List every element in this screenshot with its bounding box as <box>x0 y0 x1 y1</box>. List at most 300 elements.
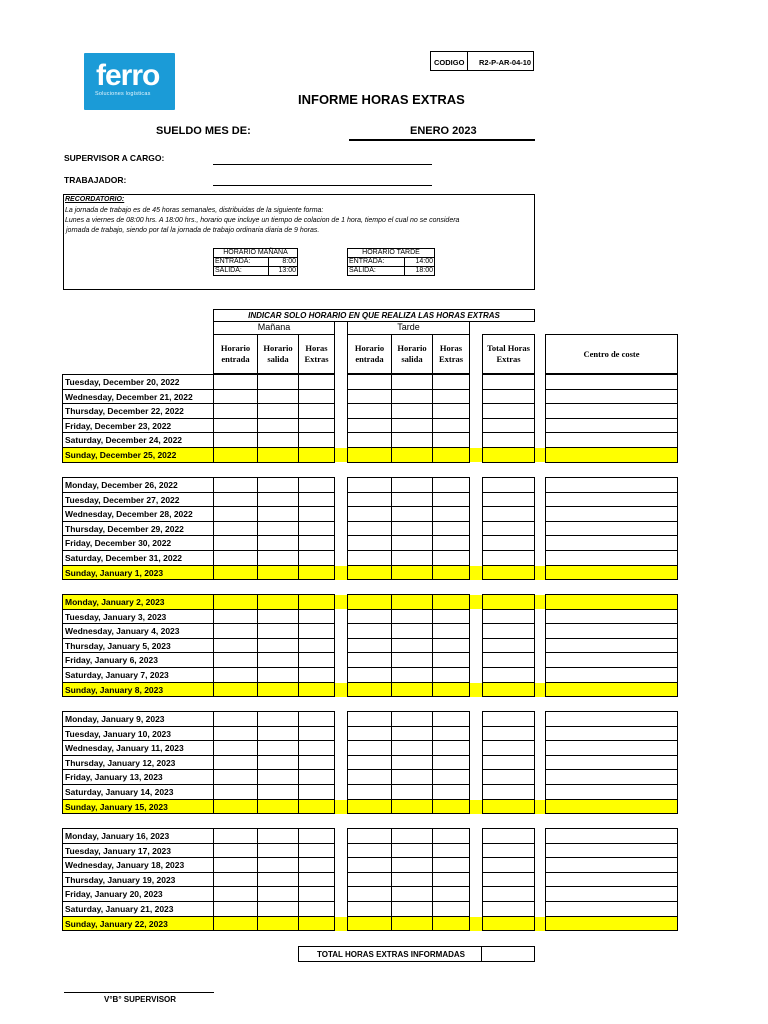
entry-cell[interactable] <box>347 535 392 550</box>
entry-cell[interactable] <box>482 711 535 726</box>
entry-cell[interactable] <box>545 886 678 901</box>
entry-cell[interactable] <box>347 418 392 433</box>
entry-cell[interactable] <box>347 784 392 799</box>
entry-cell[interactable] <box>545 550 678 565</box>
entry-cell[interactable] <box>347 872 392 887</box>
entry-cell[interactable] <box>298 477 335 492</box>
entry-cell[interactable] <box>298 901 335 916</box>
entry-cell[interactable] <box>482 418 535 433</box>
entry-cell[interactable] <box>298 447 335 462</box>
day-label: Wednesday, January 4, 2023 <box>62 623 214 638</box>
col-header-afternoon-in: Horario entrada <box>347 334 392 374</box>
entry-cell[interactable] <box>257 550 299 565</box>
entry-cell[interactable] <box>213 609 258 624</box>
entry-cell[interactable] <box>213 550 258 565</box>
entry-cell[interactable] <box>213 506 258 521</box>
entry-cell[interactable] <box>545 565 678 580</box>
entry-cell[interactable] <box>432 857 470 872</box>
entry-cell[interactable] <box>257 828 299 843</box>
entry-cell[interactable] <box>257 506 299 521</box>
entry-cell[interactable] <box>213 755 258 770</box>
entry-cell[interactable] <box>257 565 299 580</box>
entry-cell[interactable] <box>432 638 470 653</box>
entry-cell[interactable] <box>432 374 470 389</box>
entry-cell[interactable] <box>257 667 299 682</box>
entry-cell[interactable] <box>347 550 392 565</box>
entry-cell[interactable] <box>213 828 258 843</box>
entry-cell[interactable] <box>432 565 470 580</box>
entry-cell[interactable] <box>391 711 433 726</box>
entry-cell[interactable] <box>545 389 678 404</box>
entry-cell[interactable] <box>432 535 470 550</box>
day-label: Saturday, January 7, 2023 <box>62 667 214 682</box>
entry-cell[interactable] <box>545 477 678 492</box>
entry-cell[interactable] <box>298 857 335 872</box>
entry-cell[interactable] <box>257 755 299 770</box>
highlight-gap <box>335 800 347 814</box>
entry-cell[interactable] <box>347 711 392 726</box>
entry-cell[interactable] <box>432 916 470 931</box>
entry-cell[interactable] <box>213 769 258 784</box>
entry-cell[interactable] <box>257 389 299 404</box>
entry-cell[interactable] <box>482 389 535 404</box>
entry-cell[interactable] <box>213 667 258 682</box>
entry-cell[interactable] <box>391 769 433 784</box>
entry-cell[interactable] <box>213 638 258 653</box>
entry-cell[interactable] <box>347 652 392 667</box>
entry-cell[interactable] <box>482 638 535 653</box>
entry-cell[interactable] <box>432 389 470 404</box>
entry-cell[interactable] <box>432 432 470 447</box>
entry-cell[interactable] <box>482 726 535 741</box>
entry-cell[interactable] <box>213 886 258 901</box>
entry-cell[interactable] <box>545 740 678 755</box>
entry-cell[interactable] <box>213 682 258 697</box>
entry-cell[interactable] <box>298 652 335 667</box>
entry-cell[interactable] <box>545 755 678 770</box>
entry-cell[interactable] <box>298 843 335 858</box>
entry-cell[interactable] <box>482 843 535 858</box>
entry-cell[interactable] <box>347 565 392 580</box>
entry-cell[interactable] <box>391 784 433 799</box>
entry-cell[interactable] <box>347 447 392 462</box>
entry-cell[interactable] <box>257 652 299 667</box>
entry-cell[interactable] <box>482 565 535 580</box>
entry-cell[interactable] <box>213 447 258 462</box>
entry-cell[interactable] <box>298 799 335 814</box>
entry-cell[interactable] <box>545 726 678 741</box>
entry-cell[interactable] <box>391 682 433 697</box>
entry-cell[interactable] <box>545 711 678 726</box>
entry-cell[interactable] <box>213 711 258 726</box>
entry-cell[interactable] <box>545 623 678 638</box>
entry-cell[interactable] <box>347 389 392 404</box>
week-bottom-border <box>347 696 470 697</box>
entry-cell[interactable] <box>298 403 335 418</box>
entry-cell[interactable] <box>545 535 678 550</box>
entry-cell[interactable] <box>545 638 678 653</box>
entry-cell[interactable] <box>432 492 470 507</box>
entry-cell[interactable] <box>545 857 678 872</box>
entry-cell[interactable] <box>545 769 678 784</box>
entry-cell[interactable] <box>432 872 470 887</box>
entry-cell[interactable] <box>545 594 678 609</box>
entry-cell[interactable] <box>391 726 433 741</box>
entry-cell[interactable] <box>298 565 335 580</box>
code-value: R2-P-AR-04-10 <box>479 58 532 67</box>
entry-cell[interactable] <box>213 623 258 638</box>
salary-month-label: SUELDO MES DE: <box>156 125 251 137</box>
entry-cell[interactable] <box>298 492 335 507</box>
entry-cell[interactable] <box>482 535 535 550</box>
entry-cell[interactable] <box>391 432 433 447</box>
entry-cell[interactable] <box>298 769 335 784</box>
entry-cell[interactable] <box>391 872 433 887</box>
entry-cell[interactable] <box>213 901 258 916</box>
entry-cell[interactable] <box>432 799 470 814</box>
entry-cell[interactable] <box>391 623 433 638</box>
entry-cell[interactable] <box>347 403 392 418</box>
entry-cell[interactable] <box>391 594 433 609</box>
entry-cell[interactable] <box>482 872 535 887</box>
entry-cell[interactable] <box>432 740 470 755</box>
entry-cell[interactable] <box>298 726 335 741</box>
entry-cell[interactable] <box>213 432 258 447</box>
day-label: Friday, January 20, 2023 <box>62 886 214 901</box>
entry-cell[interactable] <box>391 916 433 931</box>
entry-cell[interactable] <box>257 740 299 755</box>
entry-cell[interactable] <box>347 828 392 843</box>
entry-cell[interactable] <box>347 432 392 447</box>
entry-cell[interactable] <box>482 857 535 872</box>
entry-cell[interactable] <box>298 828 335 843</box>
entry-cell[interactable] <box>391 550 433 565</box>
entry-cell[interactable] <box>347 769 392 784</box>
entry-cell[interactable] <box>545 901 678 916</box>
entry-cell[interactable] <box>298 872 335 887</box>
entry-cell[interactable] <box>545 403 678 418</box>
entry-cell[interactable] <box>298 374 335 389</box>
highlight-gap <box>535 448 545 462</box>
entry-cell[interactable] <box>482 769 535 784</box>
entry-cell[interactable] <box>391 403 433 418</box>
entry-cell[interactable] <box>432 828 470 843</box>
entry-cell[interactable] <box>347 901 392 916</box>
entry-cell[interactable] <box>482 521 535 536</box>
entry-cell[interactable] <box>432 843 470 858</box>
entry-cell[interactable] <box>482 740 535 755</box>
entry-cell[interactable] <box>545 506 678 521</box>
entry-cell[interactable] <box>257 799 299 814</box>
entry-cell[interactable] <box>257 403 299 418</box>
day-label: Sunday, December 25, 2022 <box>62 447 214 462</box>
entry-cell[interactable] <box>545 916 678 931</box>
entry-cell[interactable] <box>347 623 392 638</box>
entry-cell[interactable] <box>432 755 470 770</box>
day-label: Monday, December 26, 2022 <box>62 477 214 492</box>
entry-cell[interactable] <box>298 521 335 536</box>
entry-cell[interactable] <box>482 652 535 667</box>
entry-cell[interactable] <box>482 916 535 931</box>
entry-cell[interactable] <box>482 432 535 447</box>
entry-cell[interactable] <box>545 521 678 536</box>
entry-cell[interactable] <box>347 799 392 814</box>
entry-cell[interactable] <box>391 477 433 492</box>
entry-cell[interactable] <box>432 506 470 521</box>
entry-cell[interactable] <box>545 843 678 858</box>
entry-cell[interactable] <box>213 521 258 536</box>
entry-cell[interactable] <box>257 726 299 741</box>
entry-cell[interactable] <box>391 521 433 536</box>
entry-cell[interactable] <box>213 594 258 609</box>
entry-cell[interactable] <box>391 886 433 901</box>
entry-cell[interactable] <box>545 799 678 814</box>
entry-cell[interactable] <box>257 594 299 609</box>
entry-cell[interactable] <box>257 916 299 931</box>
entry-cell[interactable] <box>257 609 299 624</box>
afternoon-schedule-table <box>347 248 435 276</box>
day-label: Tuesday, December 20, 2022 <box>62 374 214 389</box>
entry-cell[interactable] <box>432 447 470 462</box>
entry-cell[interactable] <box>257 492 299 507</box>
entry-cell[interactable] <box>432 726 470 741</box>
entry-cell[interactable] <box>391 418 433 433</box>
entry-cell[interactable] <box>432 418 470 433</box>
highlight-gap <box>535 800 545 814</box>
entry-cell[interactable] <box>545 828 678 843</box>
entry-cell[interactable] <box>298 886 335 901</box>
entry-cell[interactable] <box>257 535 299 550</box>
entry-cell[interactable] <box>298 594 335 609</box>
entry-cell[interactable] <box>432 886 470 901</box>
entry-cell[interactable] <box>257 711 299 726</box>
entry-cell[interactable] <box>391 506 433 521</box>
entry-cell[interactable] <box>482 594 535 609</box>
entry-cell[interactable] <box>347 374 392 389</box>
entry-cell[interactable] <box>391 857 433 872</box>
entry-cell[interactable] <box>545 682 678 697</box>
entry-cell[interactable] <box>391 492 433 507</box>
entry-cell[interactable] <box>545 418 678 433</box>
entry-cell[interactable] <box>482 374 535 389</box>
entry-cell[interactable] <box>545 374 678 389</box>
entry-cell[interactable] <box>391 389 433 404</box>
entry-cell[interactable] <box>482 447 535 462</box>
entry-cell[interactable] <box>347 843 392 858</box>
entry-cell[interactable] <box>432 594 470 609</box>
entry-cell[interactable] <box>347 506 392 521</box>
entry-cell[interactable] <box>213 799 258 814</box>
day-label: Monday, January 9, 2023 <box>62 711 214 726</box>
entry-cell[interactable] <box>545 652 678 667</box>
entry-cell[interactable] <box>347 755 392 770</box>
entry-cell[interactable] <box>347 638 392 653</box>
entry-cell[interactable] <box>213 477 258 492</box>
entry-cell[interactable] <box>298 682 335 697</box>
entry-cell[interactable] <box>298 755 335 770</box>
entry-cell[interactable] <box>213 726 258 741</box>
entry-cell[interactable] <box>347 886 392 901</box>
entry-cell[interactable] <box>298 784 335 799</box>
reminder-box <box>63 194 535 290</box>
entry-cell[interactable] <box>213 652 258 667</box>
entry-cell[interactable] <box>432 609 470 624</box>
entry-cell[interactable] <box>391 374 433 389</box>
entry-cell[interactable] <box>482 492 535 507</box>
entry-cell[interactable] <box>545 784 678 799</box>
entry-cell[interactable] <box>257 843 299 858</box>
highlight-gap <box>470 683 482 697</box>
entry-cell[interactable] <box>432 403 470 418</box>
entry-cell[interactable] <box>482 799 535 814</box>
entry-cell[interactable] <box>391 609 433 624</box>
entry-cell[interactable] <box>432 521 470 536</box>
entry-cell[interactable] <box>213 418 258 433</box>
entry-cell[interactable] <box>347 682 392 697</box>
highlight-gap <box>470 448 482 462</box>
entry-cell[interactable] <box>213 492 258 507</box>
entry-cell[interactable] <box>347 740 392 755</box>
entry-cell[interactable] <box>298 550 335 565</box>
week-bottom-border <box>213 696 335 697</box>
entry-cell[interactable] <box>347 594 392 609</box>
entry-cell[interactable] <box>257 682 299 697</box>
entry-cell[interactable] <box>432 784 470 799</box>
entry-cell[interactable] <box>347 477 392 492</box>
entry-cell[interactable] <box>298 506 335 521</box>
entry-cell[interactable] <box>482 682 535 697</box>
entry-cell[interactable] <box>213 374 258 389</box>
entry-cell[interactable] <box>391 828 433 843</box>
entry-cell[interactable] <box>482 403 535 418</box>
entry-cell[interactable] <box>482 886 535 901</box>
entry-cell[interactable] <box>482 506 535 521</box>
col-header-afternoon-extra: Horas Extras <box>432 334 470 374</box>
day-label: Tuesday, December 27, 2022 <box>62 492 214 507</box>
entry-cell[interactable] <box>482 550 535 565</box>
entry-cell[interactable] <box>257 784 299 799</box>
entry-cell[interactable] <box>347 492 392 507</box>
entry-cell[interactable] <box>347 521 392 536</box>
entry-cell[interactable] <box>391 535 433 550</box>
entry-cell[interactable] <box>298 740 335 755</box>
entry-cell[interactable] <box>391 638 433 653</box>
entry-cell[interactable] <box>482 784 535 799</box>
worker-label: TRABAJADOR: <box>64 175 127 185</box>
entry-cell[interactable] <box>482 901 535 916</box>
entry-cell[interactable] <box>257 857 299 872</box>
entry-cell[interactable] <box>432 901 470 916</box>
entry-cell[interactable] <box>257 769 299 784</box>
entry-cell[interactable] <box>347 609 392 624</box>
entry-cell[interactable] <box>213 403 258 418</box>
entry-cell[interactable] <box>432 682 470 697</box>
entry-cell[interactable] <box>213 857 258 872</box>
entry-cell[interactable] <box>298 638 335 653</box>
entry-cell[interactable] <box>391 901 433 916</box>
entry-cell[interactable] <box>545 667 678 682</box>
entry-cell[interactable] <box>257 623 299 638</box>
reminder-line-1: La jornada de trabajo es de 45 horas semanales, distribuidas de la siguiente forma: <box>65 207 324 214</box>
entry-cell[interactable] <box>545 492 678 507</box>
entry-cell[interactable] <box>213 843 258 858</box>
entry-cell[interactable] <box>257 521 299 536</box>
entry-cell[interactable] <box>257 374 299 389</box>
entry-cell[interactable] <box>482 755 535 770</box>
entry-cell[interactable] <box>257 638 299 653</box>
entry-cell[interactable] <box>391 652 433 667</box>
entry-cell[interactable] <box>298 711 335 726</box>
entry-cell[interactable] <box>391 565 433 580</box>
entry-cell[interactable] <box>257 447 299 462</box>
entry-cell[interactable] <box>391 843 433 858</box>
entry-cell[interactable] <box>391 740 433 755</box>
day-label: Sunday, January 22, 2023 <box>62 916 214 931</box>
entry-cell[interactable] <box>545 609 678 624</box>
entry-cell[interactable] <box>213 535 258 550</box>
entry-cell[interactable] <box>298 916 335 931</box>
entry-cell[interactable] <box>257 477 299 492</box>
entry-cell[interactable] <box>298 609 335 624</box>
entry-cell[interactable] <box>482 828 535 843</box>
entry-cell[interactable] <box>347 857 392 872</box>
entry-cell[interactable] <box>432 711 470 726</box>
entry-cell[interactable] <box>432 623 470 638</box>
entry-cell[interactable] <box>482 609 535 624</box>
entry-cell[interactable] <box>213 389 258 404</box>
entry-cell[interactable] <box>391 447 433 462</box>
highlight-gap <box>535 566 545 580</box>
entry-cell[interactable] <box>298 389 335 404</box>
entry-cell[interactable] <box>391 667 433 682</box>
entry-cell[interactable] <box>432 550 470 565</box>
entry-cell[interactable] <box>347 916 392 931</box>
worker-field[interactable] <box>213 185 432 186</box>
entry-cell[interactable] <box>545 872 678 887</box>
entry-cell[interactable] <box>432 769 470 784</box>
entry-cell[interactable] <box>545 447 678 462</box>
entry-cell[interactable] <box>213 740 258 755</box>
entry-cell[interactable] <box>482 667 535 682</box>
entry-cell[interactable] <box>298 418 335 433</box>
entry-cell[interactable] <box>432 477 470 492</box>
entry-cell[interactable] <box>482 477 535 492</box>
entry-cell[interactable] <box>213 784 258 799</box>
entry-cell[interactable] <box>257 901 299 916</box>
entry-cell[interactable] <box>347 726 392 741</box>
entry-cell[interactable] <box>257 418 299 433</box>
day-label: Saturday, December 24, 2022 <box>62 432 214 447</box>
entry-cell[interactable] <box>213 872 258 887</box>
entry-cell[interactable] <box>347 667 392 682</box>
entry-cell[interactable] <box>298 432 335 447</box>
supervisor-field[interactable] <box>213 164 432 165</box>
entry-cell[interactable] <box>298 667 335 682</box>
entry-cell[interactable] <box>482 623 535 638</box>
entry-cell[interactable] <box>213 565 258 580</box>
entry-cell[interactable] <box>298 623 335 638</box>
entry-cell[interactable] <box>257 432 299 447</box>
entry-cell[interactable] <box>298 535 335 550</box>
entry-cell[interactable] <box>213 916 258 931</box>
entry-cell[interactable] <box>545 432 678 447</box>
entry-cell[interactable] <box>432 667 470 682</box>
entry-cell[interactable] <box>257 872 299 887</box>
entry-cell[interactable] <box>391 755 433 770</box>
entry-cell[interactable] <box>432 652 470 667</box>
entry-cell[interactable] <box>257 886 299 901</box>
entry-cell[interactable] <box>391 799 433 814</box>
